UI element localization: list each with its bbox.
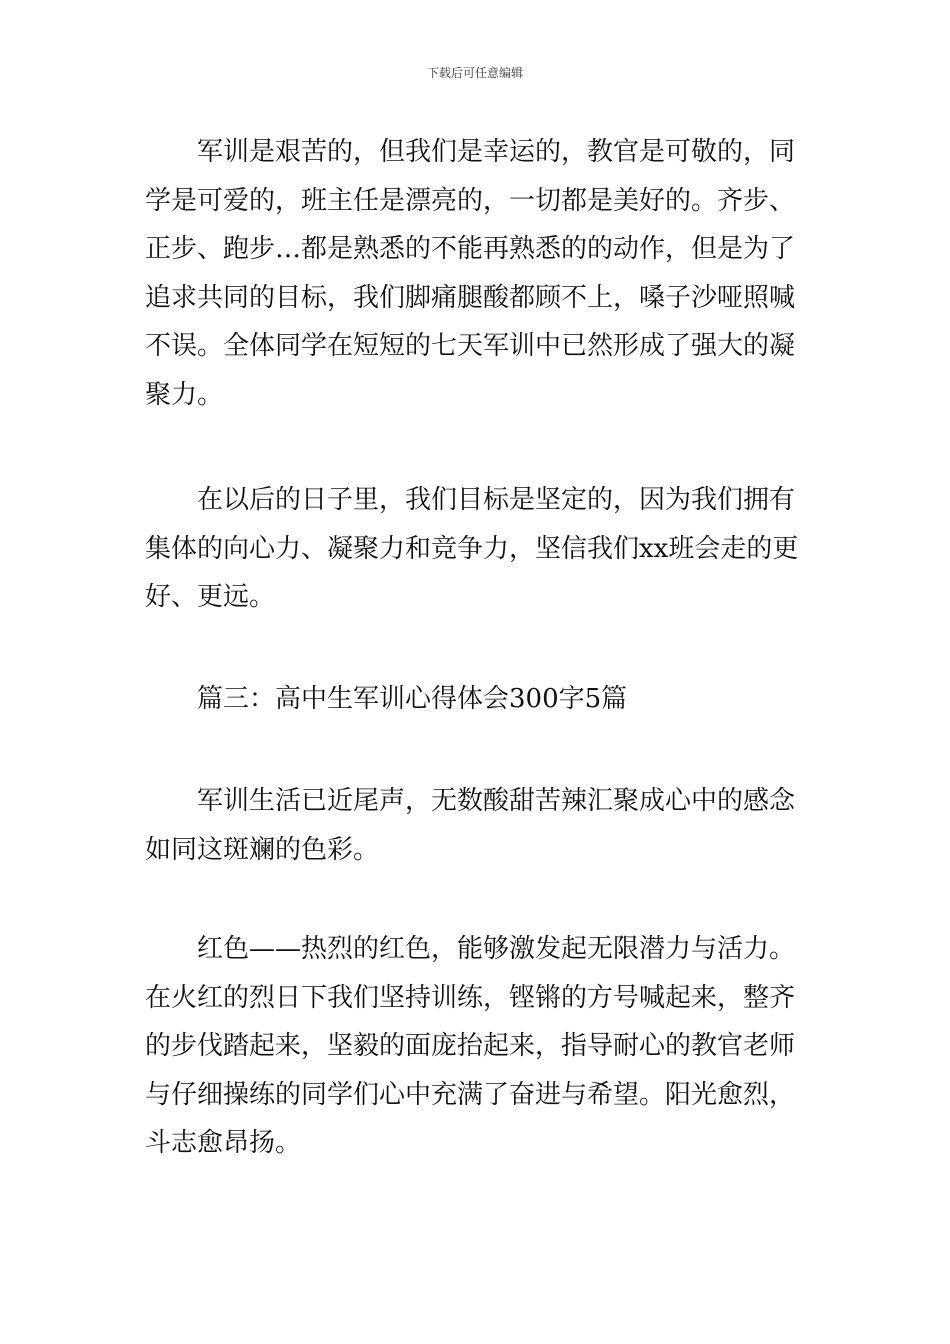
- paragraph-red-color: 红色——热烈的红色，能够激发起无限潜力与活力。在火红的烈日下我们坚持训练，铿锵的方号喊起来，整齐的步伐踏起来，坚毅的面庞抬起来，指导耐心的教官老师与仔细操练的同学们心中充满了奋进与希望。阳光愈烈，斗志愈昂扬。: [145, 934, 796, 1158]
- section-heading: 篇三：高中生军训心得体会300字5篇: [197, 684, 628, 714]
- page-header: 下载后可任意编辑: [426, 66, 523, 80]
- paragraph-training-ending: 军训生活已近尾声，无数酸甜苦辣汇聚成心中的感念如同这斑斓的色彩。: [145, 786, 796, 865]
- paragraph-future-goals: 在以后的日子里，我们目标是坚定的，因为我们拥有集体的向心力、凝聚力和竞争力，坚信我们xx班会走的更好、更远。: [145, 485, 799, 612]
- paragraph-military-training-summary: 军训是艰苦的，但我们是幸运的，教官是可敬的，同学是可爱的，班主任是漂亮的，一切都是美好的。齐步、正步、跑步…都是熟悉的不能再熟悉的的动作，但是为了追求共同的目标，我们脚痛腿酸都顾不上，嗓子沙哑照喊不误。全体同学在短短的七天军训中已然形成了强大的凝聚力。: [145, 137, 796, 410]
